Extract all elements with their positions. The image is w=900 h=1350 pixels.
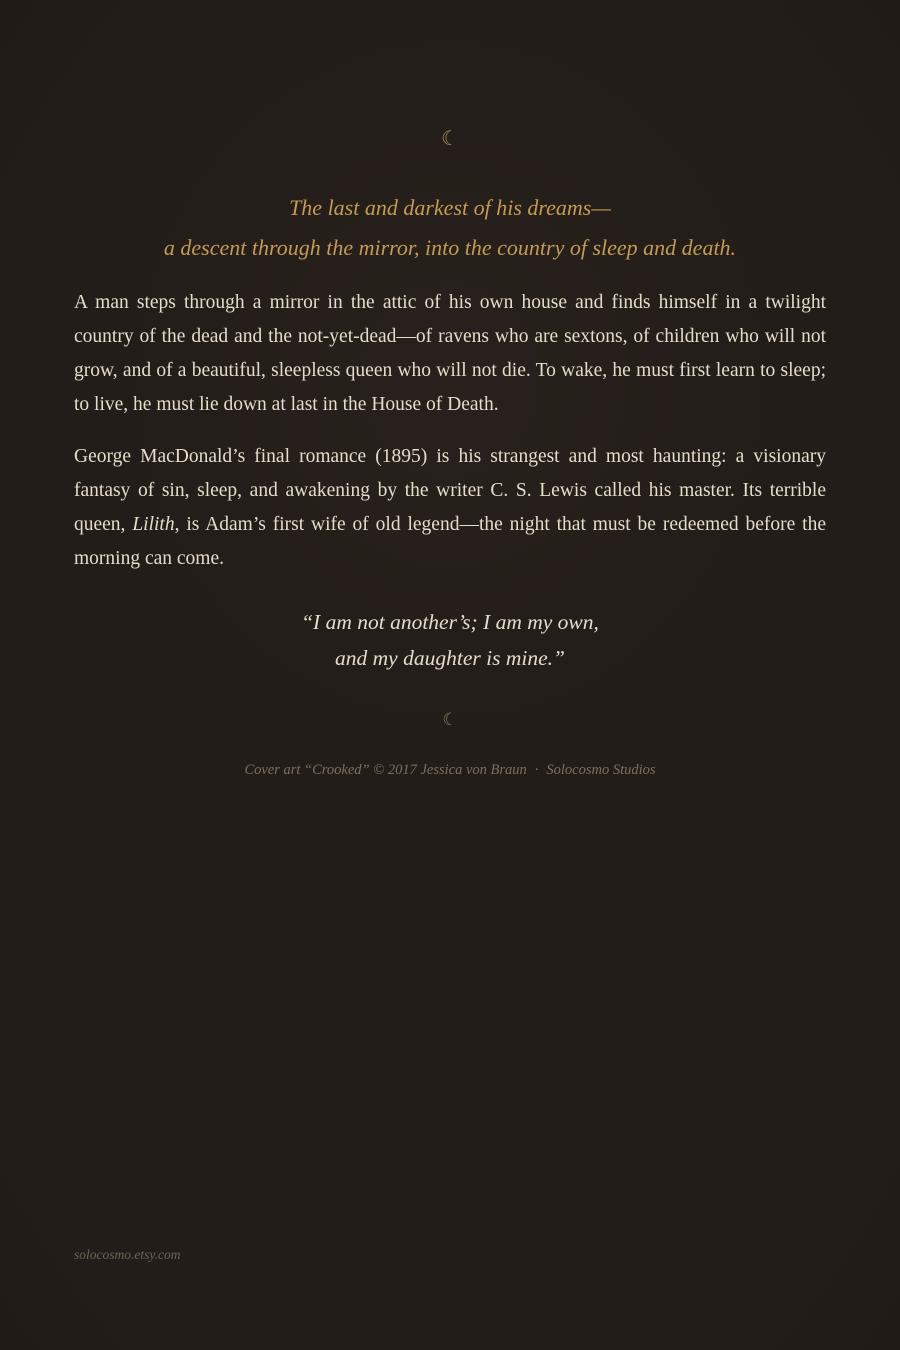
- credit-separator: ·: [534, 762, 539, 778]
- tagline-line-1: The last and darkest of his dreams—: [289, 195, 611, 220]
- book-title-lilith: Lilith: [132, 514, 175, 535]
- art-credit-text: Cover art “Crooked” © 2017 Jessica von Braun: [244, 762, 527, 778]
- epigraph-quote: [100, 604, 800, 676]
- quote-line-1: “I am not another’s; I am my own,: [301, 610, 599, 634]
- description-paragraph-1: A man steps through a mirror in the attic of his own house and finds himself in a twilight country of the dead and the not-yet-dead—of ravens who are sextons, of children who will not grow, and of a beautiful, sleepless queen who will not die. To wake, he must first learn to sleep; to live, he must lie down at last in the House of Death.: [74, 292, 826, 415]
- crescent-moon-icon: ☾: [442, 710, 458, 730]
- description-paragraph-2: [74, 440, 826, 576]
- website-url: solocosmo.etsy.com: [74, 1247, 181, 1262]
- studio-name: Solocosmo Studios: [546, 762, 656, 778]
- cover-art-credit: [0, 760, 900, 780]
- paragraph-2-text-end: , is Adam’s first wife of old legend—the night that must be redeemed before the morning can come.: [74, 514, 827, 569]
- tagline-line-2: a descent through the mirror, into the country of sleep and death.: [163, 235, 737, 260]
- tagline: [60, 188, 840, 268]
- crescent-moon-icon: ☾: [441, 126, 459, 150]
- quote-line-2: and my daughter is mine.”: [335, 646, 565, 670]
- paragraph-2-text-start: George MacDonald’s final romance (1895) is his strangest and most haunting: a visionary fantasy of sin, sleep, and awakening by the writer C. S. Lewis called his master. Its terrible queen,: [74, 446, 826, 535]
